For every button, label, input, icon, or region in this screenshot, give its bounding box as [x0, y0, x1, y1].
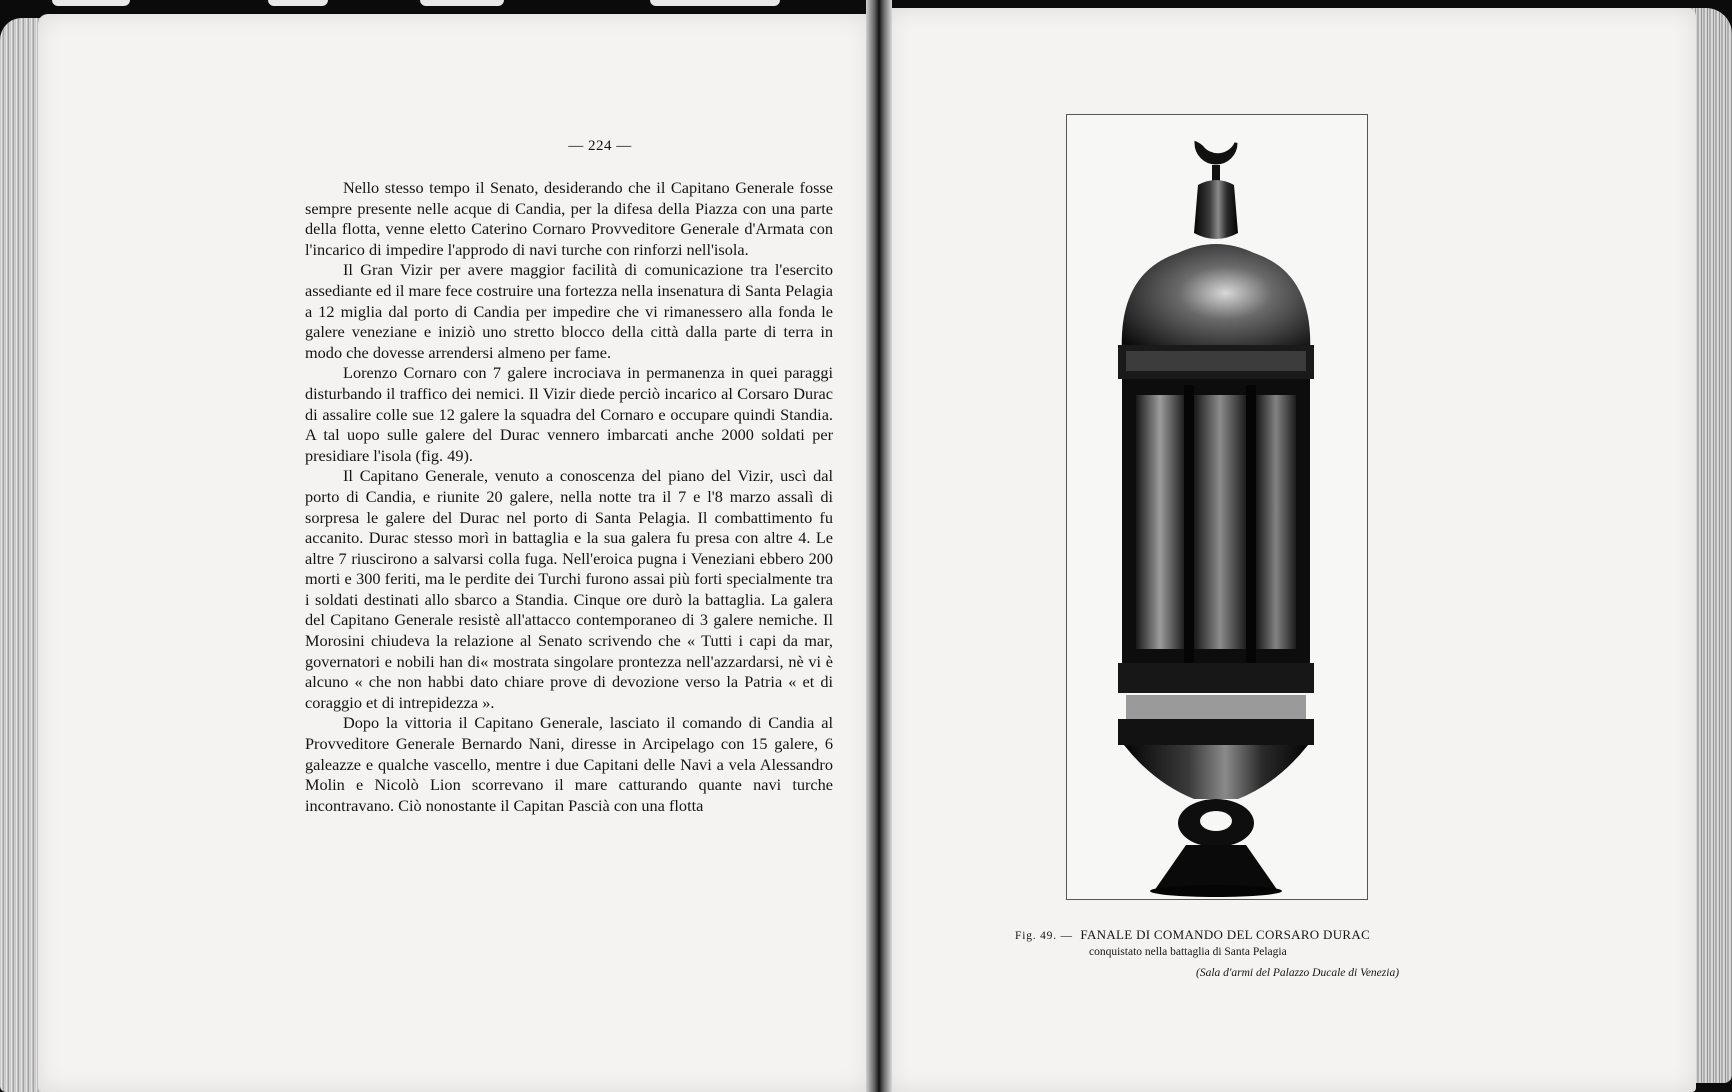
book-gutter — [866, 0, 892, 1092]
top-tab — [52, 0, 130, 6]
figure-frame — [1066, 114, 1368, 900]
figure-caption-subtitle: conquistato nella battaglia di Santa Pelagia — [1089, 946, 1287, 958]
paragraph: Dopo la vittoria il Capitano Generale, lasciato il comando di Candia al Provveditore Generale Bernardo Nani, diresse in Arcipelago con 15 galere, 6 galeazze e qualche vascello, mentre i due Capitani delle Navi a vela Alessandro Molin e Nicolò Lion scorrevano il mare catturando quante navi turche incontravano. Ciò nonostante il Capitan Pascià con una flotta — [305, 713, 833, 815]
figure-caption-source: (Sala d'armi del Palazzo Ducale di Venezia) — [1196, 967, 1400, 979]
lantern-photo-icon — [1078, 123, 1364, 897]
top-tab — [268, 0, 328, 6]
paragraph: Il Gran Vizir per avere maggior facilità di comunicazione tra l'esercito assediante ed il mare fece costruire una fortezza nella insenatura di Santa Pelagia a 12 miglia dal porto di Candia per impedire che vi rimanessero alla fonda le galere veneziane e iniziò uno stretto blocco della città dalla parte di terra in modo che dovesse arrendersi almeno per fame. — [305, 260, 833, 362]
page-number: — 224 — — [568, 138, 632, 154]
paragraph: Nello stesso tempo il Senato, desiderando che il Capitano Generale fosse sempre presente nelle acque di Candia, per la difesa della Piazza con una parte della flotta, venne eletto Caterino Cornaro Provveditore Generale d'Armata con l'incarico di impedire l'approdo di navi turche con rinforzi nell'isola. — [305, 178, 833, 259]
figure-number: Fig. 49. — — [1015, 930, 1073, 942]
paragraph: Lorenzo Cornaro con 7 galere incrociava in permanenza in quei paraggi disturbando il traffico dei nemici. Il Vizir diede perciò incarico al Corsaro Durac di assalire colle sue 12 galere la squadra del Cornaro e occupare quindi Standia. A tal uopo sulle galere del Durac vennero imbarcati anche 2000 soldati per presidiare l'isola (fig. 49). — [305, 363, 833, 465]
body-text — [305, 178, 833, 816]
top-tab — [650, 0, 780, 6]
caption-title-text: FANALE DI COMANDO DEL CORSARO DURAC — [1080, 927, 1371, 942]
paragraph: Il Capitano Generale, venuto a conoscenza del piano del Vizir, uscì dal porto di Candia, e riunite 20 galere, nella notte tra il 7 e l'8 marzo assalì di sorpresa le galere del Durac nel porto di Santa Pelagia. Il combattimento fu accanito. Durac stesso morì in battaglia e la sua galera fu presa con altre 4. Le altre 7 riuscirono a salvarsi colla fuga. Nell'eroica pugna i Veneziani ebbero 200 morti e 300 feriti, ma le perdite dei Turchi furono assai più forti specialmente tra i soldati destinati allo sbarco a Standia. Cinque ore durò la battaglia. La galera del Capitano Generale resistè all'attacco contemporaneo di 3 galere nemiche. Il Morosini chiudeva la relazione al Senato scrivendo che « Tutti i capi da mar, governatori e nobili han di« mostrata singolare prontezza nell'azzardarsi, nè vi è alcuno « che non habbi dato chiare prove di devozione verso la Patria « et di coraggio et di intrepidezza ». — [305, 466, 833, 712]
top-tab — [420, 0, 504, 6]
figure-caption-title — [1015, 927, 1475, 943]
